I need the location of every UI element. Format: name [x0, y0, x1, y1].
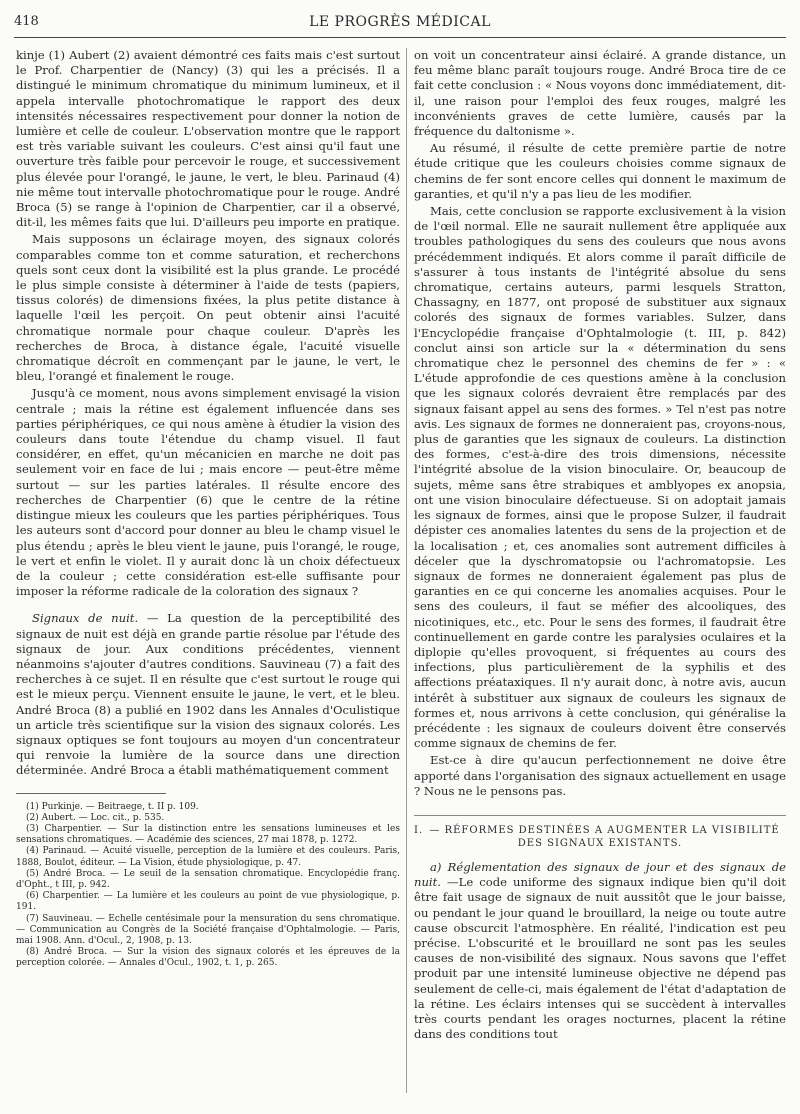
footnotes — [16, 802, 400, 970]
paragraph: Mais, cette conclusion se rapporte exclusivement à la vision de l'œil normal. Elle ne saurait nullement être appliquée aux troubles pathologiques du sens des couleurs que nous avons précédemment indiqués. Et alors comme il paraît difficile de s'assurer à tous instants de l'intégrité absolue du sens chromatique, certains auteurs, parmi lesquels Stratton, Chassagny, en 1877, ont proposé de substituer aux signaux colorés des signaux de formes variables. Sulzer, dans l'Encyclopédie française d'Ophtalmologie (t. III, p. 842) conclut ainsi son article sur la « détermination du sens chromatique chez le personnel des chemins de fer » : « L'étude approfondie de ces questions amène à la conclusion que les signaux colorés devraient être remplacés par des signaux faisant appel au sens des formes. » Tel n'est pas notre avis. Les signaux de formes ne donneraient pas, croyons-nous, plus de garanties que les signaux de couleurs. La distinction des formes, c'est-à-dire des trois dimensions, nécessite l'intégrité absolue de la vision binoculaire. Or, beaucoup de sujets, même sans être strabiques et amblyopes ex anopsia, ont une vision binoculaire défectueuse. Si on adoptait jamais les signaux de formes, ainsi que le propose Sulzer, il faudrait dépister ces anomalies latentes du sens de la projection et de la localisation ; et, ces anomalies sont autrement difficiles à déceler que la dyschromatopsie ou l'achromatopsie. Les signaux de formes ne donneraient également pas plus de garanties en ce qui concerne les anomalies acquises. Pour le sens des couleurs, il faut se méfier des alcooliques, des nicotiniques, etc., etc. Pour le sens des formes, il faudrait être continuellement en garde contre les paralysies oculaires et la diplopie qu'elles provoquent, si fréquentes au cours des infections, plus particulièrement de la syphilis et des affections préataxiques. Il n'y aurait donc, à notre avis, aucun intérêt à substituer aux signaux de couleurs les signaux de formes et, nous arrivons à cette conclusion, qui généralise la précédente : les signaux de couleurs doivent être conservés comme signaux de chemins de fer. — [414, 204, 786, 751]
footnote: (2) Aubert. — Loc. cit., p. 535. — [26, 812, 165, 823]
section-title: — RÉFORMES DESTINÉES A AUGMENTER LA VISIBILITÉ DES SIGNAUX EXISTANTS. — [429, 824, 780, 849]
section-heading — [414, 815, 786, 850]
footnote: (3) Charpentier. — Sur la distinction entre les sensations lumineuses et les sensations chromatiques. — Académie des sciences, 27 mai 1878, p. 1272. — [16, 823, 400, 846]
footnote: (6) Charpentier. — La lumière et les couleurs au point de vue physiologique, p. 191. — [16, 891, 400, 913]
section-number: I. — [414, 824, 424, 836]
paragraph-night-signals — [16, 611, 400, 778]
page-header — [14, 14, 786, 34]
paragraph: Est-ce à dire qu'aucun perfectionnement ne doive être apporté dans l'organisation des signaux actuellement en usage ? Nous ne le pensons pas. — [414, 753, 786, 798]
footnote: (8) André Broca. — Sur la vision des signaux colorés et les épreuves de la perception colorée. — Annales d'Ocul., 1902, t. 1, p. 265. — [16, 947, 400, 969]
footnote: (7) Sauvineau. — Echelle centésimale pour la mensuration du sens chromatique. — Communication au Congrès de la Société française d'Ophtalmologie. — Paris, mai 1908. Ann. d'Ocul., 2, 1908, p. 13. — [16, 913, 400, 946]
paragraph: on voit un concentrateur ainsi éclairé. A grande distance, un feu même blanc paraît toujours rouge. André Broca tire de ce fait cette conclusion : « Nous voyons donc immédiatement, dit-il, une raison pour l'emploi des feux rouges, malgré les inconvénients graves de cette lumière, causés par la fréquence du daltonisme ». — [414, 48, 786, 139]
left-column — [16, 48, 400, 970]
footnote: (1) Purkinje. — Beitraege, t. II p. 109. — [26, 801, 199, 812]
header-rule — [14, 37, 786, 38]
paragraph: kinje (1) Aubert (2) avaient démontré ces faits mais c'est surtout le Prof. Charpentier de (Nancy) (3) qui les a précisés. Il a distingué le minimum chromatique du minimum lumineux, et il appela intervalle photochromatique le rapport des deux intensités nécessaires respectivement pour donner la notion de lumière et celle de couleur. L'observation montre que le rapport est très variable suivant les couleurs. C'est ainsi qu'il faut une ouverture très faible pour percevoir le rouge, et successivement plus élevée pour l'orangé, le jaune, le vert, le bleu. Parinaud (4) nie même tout intervalle photochromatique pour le rouge. André Broca (5) se range à l'opinion de Charpentier, car il a observé, dit-il, les mêmes faits que lui. D'ailleurs peu importe en pratique. — [16, 48, 400, 230]
paragraph: Mais supposons un éclairage moyen, des signaux colorés comparables comme ton et comme saturation, et recherchons quels sont ceux dont la visibilité est la plus grande. Le procédé le plus simple consiste à déterminer à l'aide de tests (papiers, tissus colorés) de dimensions fixées, la plus petite distance à laquelle l'œil les perçoit. On peut obtenir ainsi l'acuité chromatique normale pour chaque couleur. D'après les recherches de Broca, à distance égale, l'acuité visuelle chromatique décroît en commençant par le jaune, le vert, le bleu, l'orangé et finalement le rouge. — [16, 232, 400, 384]
regulation-title: a) Réglementation des signaux de jour et des signaux de nuit. — [414, 859, 786, 890]
paragraph-regulation — [414, 860, 786, 1042]
journal-title: LE PROGRÈS MÉDICAL — [309, 14, 491, 30]
footnote: (5) André Broca. — Le seuil de la sensation chromatique. Encyclopédie franç. d'Opht., t III, p. 942. — [16, 868, 400, 890]
footnote: (4) Parinaud. — Acuité visuelle, perception de la lumière et des couleurs. Paris, 1888, Boulot, éditeur. — La Vision, étude physiologique, p. 47. — [16, 846, 400, 868]
paragraph: Au résumé, il résulte de cette première partie de notre étude critique que les couleurs choisies comme signaux de chemins de fer sont encore celles qui donnent le maximum de garanties, et qu'il n'y a pas lieu de les modifier. — [414, 141, 786, 201]
regulation-text: —Le code uniforme des signaux indique bien qu'il doit être fait usage de signaux de nuit aussitôt que le jour baisse, ou pendant le jour quand le brouillard, la neige ou toute autre cause obscurcit l'atmosphère. En réalité, l'indication est peu précise. L'obscurité et le brouillard ne sont pas les seules causes de non-visibilité des signaux. Nous savons que l'effet produit par une intensité lumineuse objective ne dépend pas seulement de celle-ci, mais également de l'état d'adaptation de la rétine. Les éclairs intenses qui se succèdent à intervalles très courts pendant les orages nocturnes, placent la rétine dans des conditions tout — [414, 875, 786, 1042]
night-signals-text: — La question de la perceptibilité des signaux de nuit est déjà en grande partie résolue par l'étude des signaux de jour. Aux conditions précédentes, viennent néanmoins s'ajouter d'autres conditions. Sauvineau (7) a fait des recherches à ce sujet. Il en résulte que c'est surtout le rouge qui est le mieux perçu. Viennent ensuite le jaune, le vert, et le bleu. André Broca (8) a publié en 1902 dans les Annales d'Oculistique un article très scientifique sur la vision des signaux colorés. Les signaux optiques se font toujours au moyen d'un concentrateur qui renvoie la lumière de la source dans une direction déterminée. André Broca a établi mathématiquement comment — [16, 611, 400, 778]
column-divider — [406, 48, 407, 1093]
paragraph: Jusqu'à ce moment, nous avons simplement envisagé la vision centrale ; mais la rétine est également influencée dans ses parties périphériques, ce qui nous amène à étudier la vision des couleurs dans toute l'étendue du champ visuel. Il faut considérer, en effet, qu'un mécanicien en marche ne doit pas seulement voir en face de lui ; mais encore — peut-être même surtout — sur les parties latérales. Il résulte encore des recherches de Charpentier (6) que le centre de la rétine distingue mieux les couleurs que les parties périphériques. Tous les auteurs sont d'accord pour donner au bleu le champ visuel le plus étendu ; après le bleu vient le jaune, puis l'orangé, le rouge, le vert et enfin le violet. Il y aurait donc là un choix défectueux de la couleur ; cette considération est-elle suffisante pour imposer la réforme radicale de la coloration des signaux ? — [16, 386, 400, 599]
night-signals-title: Signaux de nuit. — [32, 611, 139, 626]
page-number: 418 — [14, 14, 39, 29]
footnote-rule — [16, 793, 166, 794]
right-column — [414, 48, 786, 1044]
